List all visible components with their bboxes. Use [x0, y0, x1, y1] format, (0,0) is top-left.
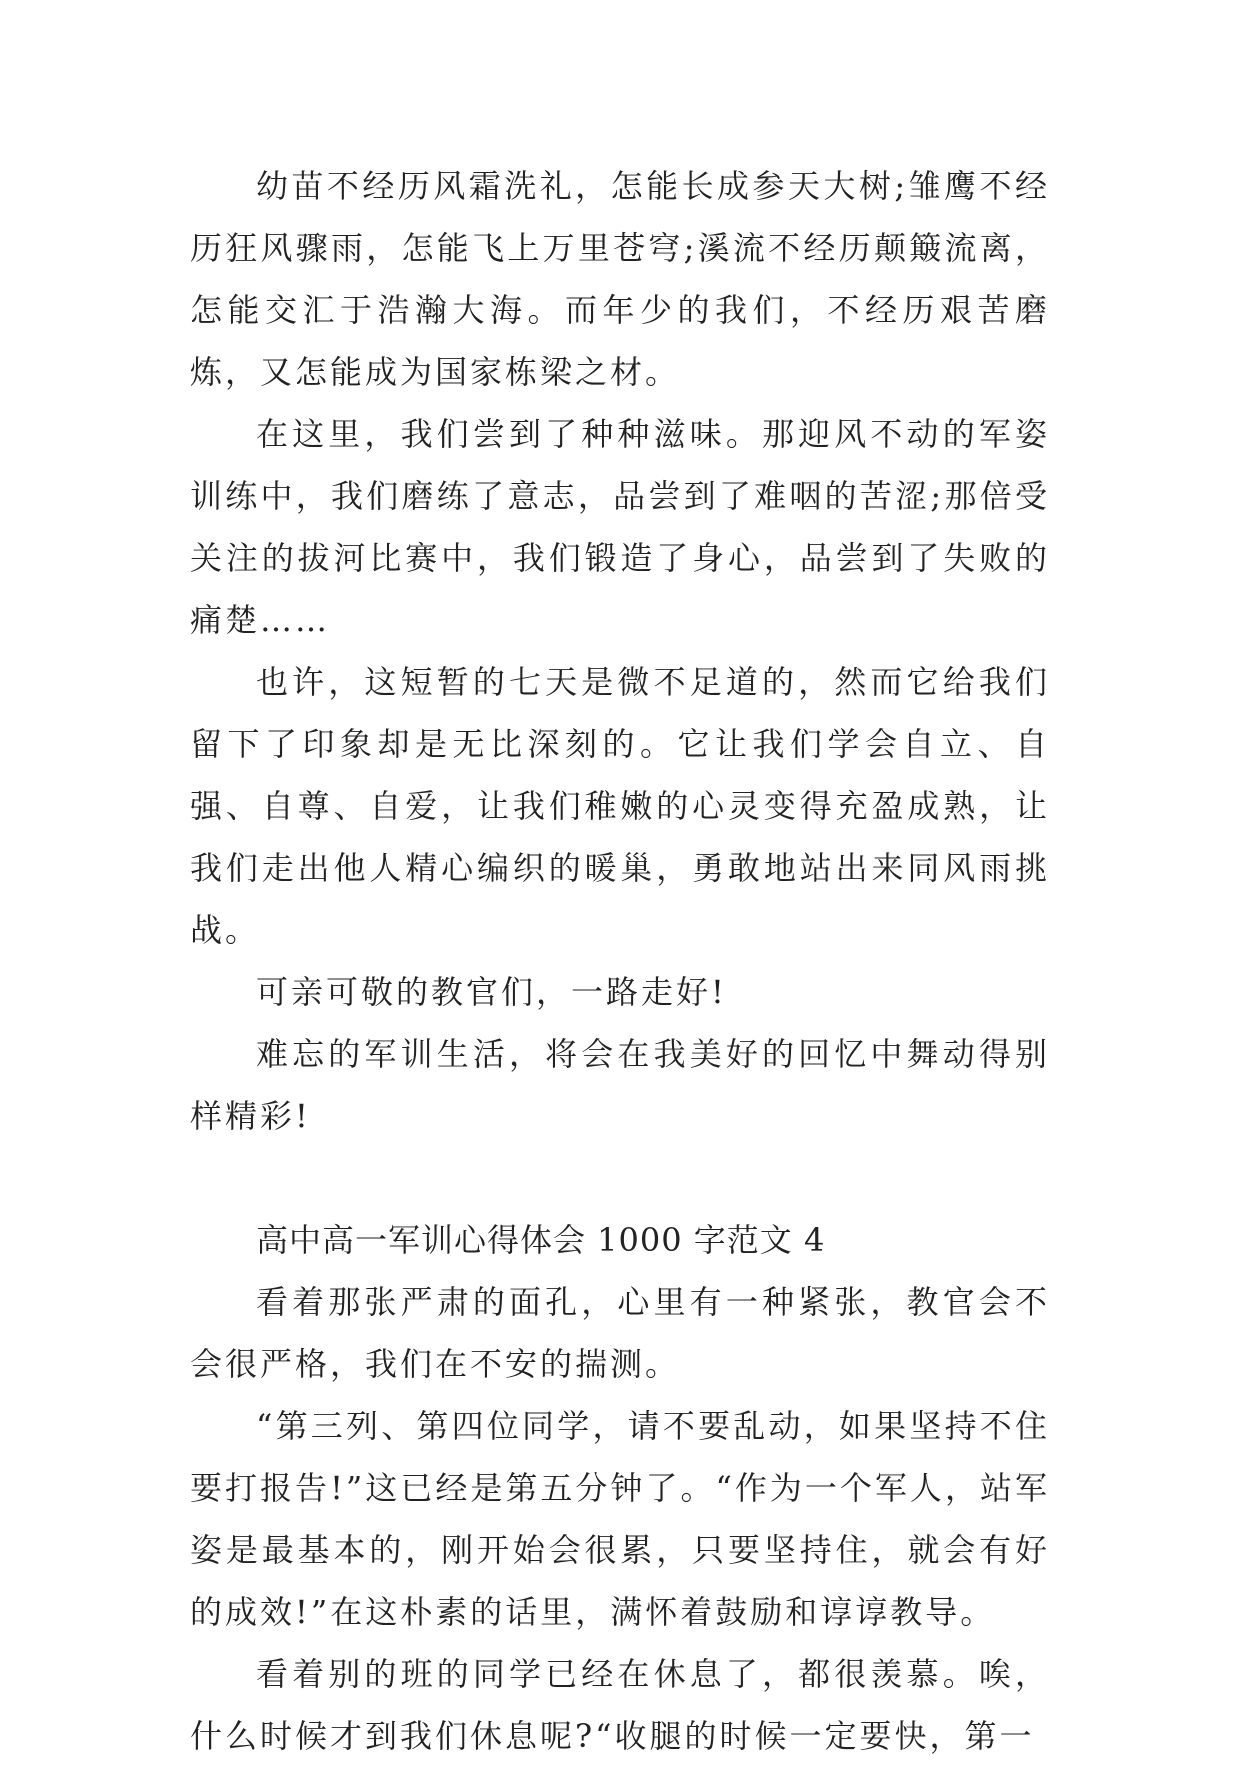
paragraph-stern-face: 看着那张严肃的面孔，心里有一种紧张，教官会不会很严格，我们在不安的揣测。 — [190, 1283, 1050, 1383]
paragraph-seedling-metaphor: 幼苗不经历风霜洗礼，怎能长成参天大树;雏鹰不经历狂风骤雨，怎能飞上万里苍穹;溪流不经历颠簸流离，怎能交汇于浩瀚大海。而年少的我们，不经历艰苦磨炼，又怎能成为国家栋梁之材。 — [190, 167, 1050, 391]
paragraph-other-class-resting: 看着别的班的同学已经在休息了，都很羡慕。唉，什么时候才到我们休息呢?“收腿的时候一定要快，第一 — [190, 1655, 1050, 1755]
paragraph-memorable-life: 难忘的军训生活，将会在我美好的回忆中舞动得别样精彩! — [190, 1035, 1050, 1135]
paragraph-seven-days: 也许，这短暂的七天是微不足道的，然而它给我们留下了印象却是无比深刻的。它让我们学会自立、自强、自尊、自爱，让我们稚嫩的心灵变得充盈成熟，让我们走出他人精心编织的暖巢，勇敢地站出来同风雨挑战。 — [190, 663, 1050, 949]
paragraph-instructor-quote: “第三列、第四位同学，请不要乱动，如果坚持不住要打报告!”这已经是第五分钟了。“作为一个军人，站军姿是最基本的，刚开始会很累，只要坚持住，就会有好的成效!”在这朴素的话里，满怀着鼓励和谆谆教导。 — [190, 1407, 1050, 1631]
paragraph-tastes: 在这里，我们尝到了种种滋味。那迎风不动的军姿训练中，我们磨练了意志，品尝到了难咽的苦涩;那倍受关注的拔河比赛中，我们锻造了身心，品尝到了失败的痛楚…… — [190, 415, 1050, 639]
paragraph-farewell-instructors: 可亲可敬的教官们，一路走好! — [256, 973, 727, 1011]
section-title: 高中高一军训心得体会 1000 字范文 4 — [256, 1221, 826, 1259]
document-body — [190, 155, 1050, 1767]
section-gap — [190, 1147, 1050, 1209]
